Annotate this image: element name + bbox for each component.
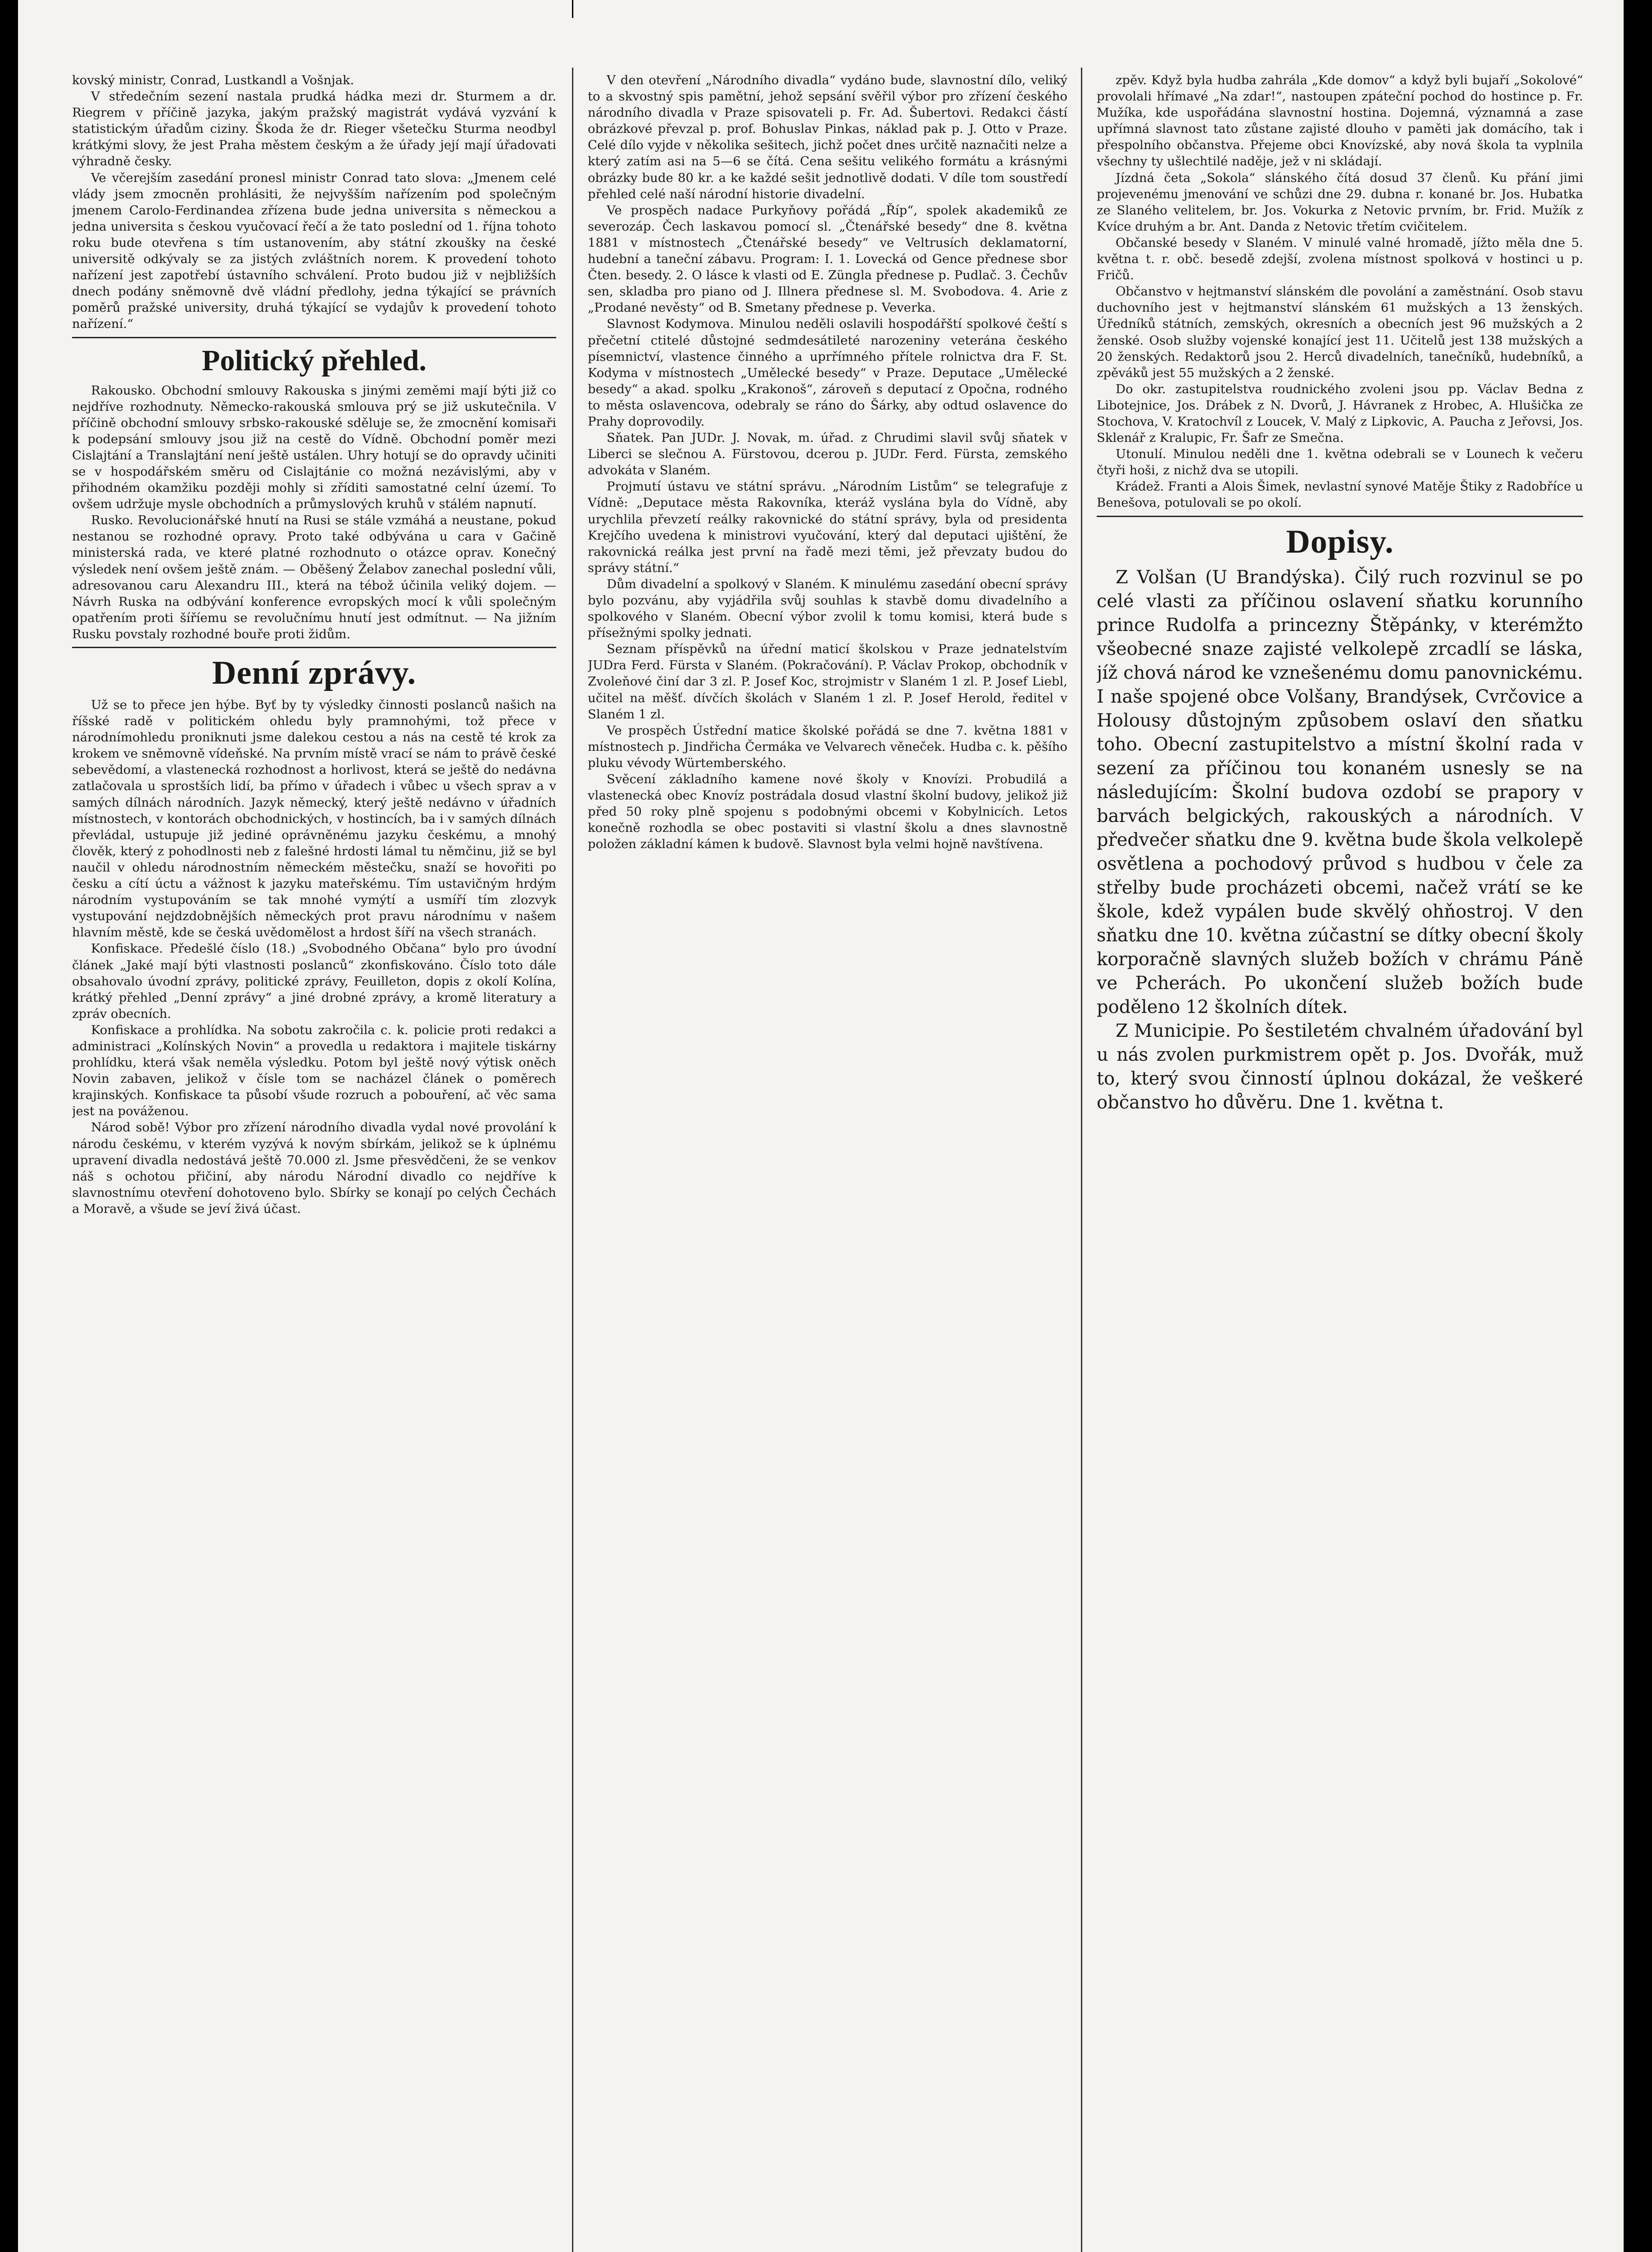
column-2 xyxy=(588,72,1067,2252)
politics-paragraph: Rusko. Revolucionářské hnutí na Rusi se stále vzmáhá a neustane, pokud nestanou se rozhodné opravy. Proto také odbývána u cara v Gačině ministerská rada, ve které platné rozhodnuto o otázce oprav. Konečný výsledek není ovšem ještě znám. — Oběšený Želabov zanechal poslední vůli, adresovanou caru Alexandru III., která na tébož účinila veliký dojem. — Návrh Ruska na odbývání konference evropských mocí k vůli společným opatřením proti šíříemu se revolučnímu hnutí jest odmítnut. — Na jižním Rusku povstaly rozhodné bouře proti židům. xyxy=(72,513,556,641)
column-rule-right xyxy=(1081,68,1082,2252)
article-paragraph: Sňatek. Pan JUDr. J. Novak, m. úřad. z Chrudimi slavil svůj sňatek v Liberci se slečnou A. Fürstovou, dcerou p. JUDr. Ferd. Fürsta, zemského advokáta v Slaném. xyxy=(588,431,1067,478)
column-3 xyxy=(1097,72,1583,2252)
news-paragraph: Konfiskace. Předešlé číslo (18.) „Svobodného Občana“ bylo pro úvodní článek „Jaké mají býti vlastnosti poslanců“ zkonfiskováno. Číslo toto dále obsahovalo úvodní zprávy, politické zprávy, Feuilleton, dopis z okolí Kolína, krátký přehled „Denní zprávy“ a jiné drobné zprávy, a kromě literatury a zpráv obecních. xyxy=(72,941,556,1021)
article-paragraph: Občanské besedy v Slaném. V minulé valné hromadě, jížto měla dne 5. května t. r. obč. besedě zdejší, zvolena místnost spolková v hostinci u p. Fričů. xyxy=(1097,235,1583,283)
news-paragraph: Národ sobě! Výbor pro zřízení národního divadla vydal nové provolání k národu českému, v kterém vyzývá k novým sbírkám, jelikož se k úplnému upravení divadla nedostává ještě 70.000 zl. Jsme přesvědčeni, že se venkov náš s ochotou přičiní, aby národu Národní divadlo co nejdříve k slavnostnímu otevření dohotoveno bylo. Sbírky se konají po celých Čechách a Moravě, a všude se jeví živá účast. xyxy=(72,1120,556,1216)
article-paragraph: Ve prospěch Ústřední matice školské pořádá se dne 7. května 1881 v místnostech p. Jindřicha Čermáka ve Velvarech věneček. Hudba c. k. pěšího pluku vévody Würtemberského. xyxy=(588,723,1067,770)
column-rule-left xyxy=(572,68,573,2252)
intro-paragraph: V středečním sezení nastala prudká hádka mezi dr. Sturmem a dr. Riegrem v příčině jazyka, jakým pražský magistrát vydává vyzvání k statistickým úřadům ciziny. Škoda že dr. Rieger všetečku Sturma neodbyl krátkými slovy, že jest Praha městem českým a že úřady její mají úřadovati výhradně česky. xyxy=(72,89,556,169)
article-paragraph: Slavnost Kodymova. Minulou neděli oslavili hospodářští spolkové čeští s přečetní ctitelé důstojné sedmdesátileté narozeniny veterána českého písemnictví, vlastence činného a uprřímného přítele rolnictva dra F. St. Kodyma v místnostech „Umělecké besedy“ v Praze. Deputace „Umělecké besedy“ a akad. spolku „Krakonoš“, zároveň s deputací z Opočna, rodného to města oslavencova, odebraly se ráno do Šárky, aby odtud oslavence do Prahy doprovodily. xyxy=(588,317,1067,429)
intro-paragraph: Ve včerejším zasedání pronesl ministr Conrad tato slova: „Jmenem celé vlády jsem zmocněn prohlásiti, že nejvyšším nařízením pod společným jmenem Carolo-Ferdinandea zřízena bude jedna universita s německou a jedna universita s českou vyučovací řečí a že tato poslední od 1. října tohoto roku bude otevřena s tím ustanovením, aby státní zkoušky na české universitě odkývaly se za jistých zvláštních norem. K provedení tohoto nařízení jest zapotřebí ústavního schválení. Proto budou již v nejbližších dnech podány sněmovně dvě vládní předlohy, jedna týkající se právních poměrů pražské university, druhá týkající se vydajův k provedení tohoto nařízení.“ xyxy=(72,170,556,331)
article-paragraph: Občanstvo v hejtmanství slánském dle povolání a zaměstnání. Osob stavu duchovního jest v hejtmanství slánském 61 mužských a 13 ženských. Úředníků státních, zemských, okresních a obecních jest 96 mužských a 2 ženské. Osob služby vojenské konající jest 11. Učitelů jest 138 mužských a 20 ženských. Redaktorů jsou 2. Herců divadelních, tanečníků, hudebníků, a zpěváků jest 55 mužských a 2 ženské. xyxy=(1097,284,1583,380)
article-paragraph: Jízdná četa „Sokola“ slánského čítá dosud 37 členů. Ku přání jimi projevenému jmenování ve schůzi dne 29. dubna r. konané br. Jos. Hubatka ze Slaného velitelem, br. Jos. Vokurka z Netovic prvním, br. Frid. Mužík z Kvíce druhým a br. Ant. Danda z Netovic třetím cvičitelem. xyxy=(1097,170,1583,234)
newspaper-page xyxy=(18,0,1624,2252)
article-paragraph: Svěcení základního kamene nové školy v Knovízi. Probudilá a vlastenecká obec Knovíz postrádala dosud vlastní školní budovy, jelikož již před 50 roky plně spojenu s podobnými obcemi v Kobylnicích. Letos konečně rozhodla se obec postaviti si vlastní školu a dnes slavnostně položen základní kámen k budově. Slavnost byla velmi hojně navštívena. xyxy=(588,772,1067,852)
article-paragraph: Utonulí. Minulou neděli dne 1. května odebrali se v Lounech k večeru čtyři hoši, z nichž dva se utopili. xyxy=(1097,447,1583,478)
article-paragraph: Seznam příspěvků na úřední maticí školskou v Praze jednatelstvím JUDra Ferd. Fürsta v Slaném. (Pokračování). P. Václav Prokop, obchodník v Zvoleňové činí dar 3 zl. P. Josef Koc, strojmistr v Slaném 1 zl. P. Josef Liebl, učitel na měšť. dívčích školách v Slaném 1 zl. P. Josef Herold, ředitel v Slaném 1 zl. xyxy=(588,642,1067,722)
intro-line: kovský ministr, Conrad, Lustkandl a Vošnjak. xyxy=(72,73,354,87)
section-title-daily-news: Denní zprávy. xyxy=(72,647,556,693)
section-title-letters: Dopisy. xyxy=(1097,516,1583,562)
section-title-politics: Politický přehled. xyxy=(72,337,556,379)
column-1 xyxy=(72,72,556,2252)
article-paragraph: Krádež. Franti a Alois Šimek, nevlastní synové Matěje Štiky z Radobříce u Benešova, potulovali se po okolí. xyxy=(1097,479,1583,510)
letter-paragraph: Z Municipie. Po šestiletém chvalném úřadování byl u nás zvolen purkmistrem opět p. Jos. Dvořák, muž to, který svou činností úplnou dokázal, že veškeré občanstvo ho důvěru. Dne 1. května t. xyxy=(1097,1020,1583,1113)
politics-paragraph: Rakousko. Obchodní smlouvy Rakouska s jinými zeměmi mají býti již co nejdříve rozhodnuty. Německo-rakouská smlouva prý se již uskutečnila. V příčině obchodní smlouvy srbsko-rakouské sděluje se, že zmocnění komisaři k podepsání smlouvy jsou již na cestě do Vídně. Obchodní poměr mezi Cislajtání a Translajtání není ještě ustálen. Uhry hotují se do opravdy učiniti se v hospodářském směru od Cislajtánie co možná nezávislými, aby v přihodném okamžiku později mohly si zříditi samostatné celní území. To ovšem udržuje mysle obchodních a průmyslových kruhů v stálém napnutí. xyxy=(72,383,556,512)
article-paragraph: zpěv. Když byla hudba zahrála „Kde domov“ a když byli bujaří „Sokolové“ provolali hřímavé „Na zdar!“, nastoupen zpáteční pochod do hostince p. Fr. Mužíka, kde uspořádána slavnostní hostina. Dojemná, významná a zase upřímná slavnost tato zůstane zajisté dlouho v paměti jak domácího, tak i přespolního občanstva. Přejeme obci Knovízské, aby nová škola ta vyplnila všechny ty ušlechtilé naděje, jež v ni skládají. xyxy=(1097,73,1583,169)
article-paragraph: Dům divadelní a spolkový v Slaném. K minulému zasedání obecní správy bylo pozvánu, aby vyjádřila svůj souhlas k stavbě domu divadelního a spolkového v Slaném. Obecní výbor zvolil k tomu komisi, která bude s přísežnými spolky jednati. xyxy=(588,577,1067,640)
news-paragraph: Konfiskace a prohlídka. Na sobotu zakročila c. k. policie proti redakci a administraci „Kolínských Novin“ a provedla u redaktora i majitele tiskárny prohlídku, která však neměla výsledku. Potom byl ještě nový výtisk oněch Novin zabaven, jelikož v čísle tom se nacházel článek o poměrech krajinských. Konfiskace ta působí všude rozruch a pobouření, ač věc sama jest na pováženou. xyxy=(72,1022,556,1119)
letters-block xyxy=(1097,566,1583,1115)
article-paragraph: V den otevření „Národního divadla“ vydáno bude, slavnostní dílo, veliký to a skvostný spis pamětní, jehož sepsání svěřil výbor pro zřízení českého národního divadla v Praze spisovateli p. Fr. Ad. Šubertovi. Redakci částí obrázkové převzal p. prof. Bohuslav Pinkas, náklad pak p. J. Otto v Praze. Celé dílo vyjde v několika sešitech, jichž počet dnes určitě naznačiti nelze a který zatím asi na 5—6 se čítá. Cena sešitu velikého formátu a krásnými obrázky bude 80 kr. a ke každé sešit jednotlivě dodati. V díle tom soustředí přehled celé naší národní historie divadelní. xyxy=(588,73,1067,201)
article-paragraph: Projmutí ústavu ve státní správu. „Národním Listům“ se telegrafuje z Vídně: „Deputace města Rakovníka, kteráž vyslána byla do Vídně, aby urychlila převzetí reálky rakovnické do státní správy, byla od presidenta Krejčího uvedena k ministrovi vyučování, který dal deputaci ujištění, že rakovnická reálka jest první na řadě mezi těmi, jež převzaty budou do správy státní.“ xyxy=(588,479,1067,575)
article-paragraph: Ve prospěch nadace Purkyňovy pořádá „Říp“, spolek akademiků ze severozáp. Čech laskavou pomocí sl. „Čtenářské besedy“ dne 8. května 1881 v místnostech „Čtenářské besedy“ ve Veltrusích deklamatorní, hudební a taneční zábavu. Program: I. 1. Lovecká od Gence přednese sbor Čten. besedy. 2. O lásce k vlasti od E. Züngla přednese p. Pudlač. 3. Čechův sen, skladba pro piano od J. Illnera přednese sl. M. Svobodova. 4. Arie z „Prodané nevěsty“ od B. Smetany přednese p. Veverka. xyxy=(588,203,1067,315)
letter-paragraph: Z Volšan (U Brandýska). Čilý ruch rozvinul se po celé vlasti za příčinou oslavení sňatku korunního prince Rudolfa a princezny Štěpánky, v kterémžto všeobecné snaze zajisté velkolepě zrcadlí se láska, jíž chová národ ke vznešenému domu panovnickému. I naše spojené obce Volšany, Brandýsek, Cvrčovice a Holousy důstojným způsobem oslaví den sňatku toho. Obecní zastupitelstvo a místní školní rada v sezení za příčinou tou konaném usnesly se na následujícím: Školní budova ozdobí se prapory v barvách belgických, rakouských a národních. V předvečer sňatku dne 9. května bude škola velkolepě osvětlena a pochodový průvod s hudbou v čele za střelby bude procházeti obcemi, načež vrátí se ke škole, kdež vypálen bude skvělý ohňostroj. V den sňatku dne 10. května zúčastní se dítky obecní školy korporačně slavných služeb božích v chrámu Páně ve Pcherách. Po ukončení služeb božích bude poděleno 12 školních dítek. xyxy=(1097,567,1583,1017)
page-gutter-mark xyxy=(572,0,573,18)
article-paragraph: Do okr. zastupitelstva roudnického zvoleni jsou pp. Václav Bedna z Libotejnice, Jos. Drábek z N. Dvorů, J. Hávranek z Hrobec, A. Hlušička ze Stochova, V. Kratochvíl z Loucek, V. Malý z Lipkovic, A. Paucha z Jeřovsi, Jos. Sklenář z Kralupic, Fr. Šafr ze Smečna. xyxy=(1097,381,1583,445)
news-paragraph: Už se to přece jen hýbe. Byť by ty výsledky činnosti poslanců našich na říšské radě v politickém ohledu byly pramnohými, tož přece v národnímohledu proniknuti jsme dalekou cestou a nás na cestě té krok za krokem ve sněmovně vídeňské. Na prvním místě vrací se nám to právě české sebevědomí, a vlastenecká rozhodnost a horlivost, která se ještě do nedávna zatlačovala u sprostších lidí, ba přímo v úřadech i vůbec u všech sprav a v samých dílnách národních. Jazyk německý, který ještě nedávno v úřadních místnostech, v kontorách obchodnických, v hostincích, ba i v samých dílnách převládal, ustupuje již jediné oprávněnému jazyku českému, a mnohý člověk, který z pohodlnosti neb z falešné hrdosti lámal tu němčinu, již se byl naučil v ohledu národnostním německém městečku, snaží se hovořiti po česku a cítí úctu a vážnost k jazyku mateřskému. Tím ustavičným hrdým národním vystupováním se tak mnohé vymýtí a usmíří tím zlozvyk vystupování nejdzdobnějších německých prot pravu národnímu v našem hlavním městě, kde se česká uvědomělost a hrdost šíří na všech stranách. xyxy=(72,698,556,940)
